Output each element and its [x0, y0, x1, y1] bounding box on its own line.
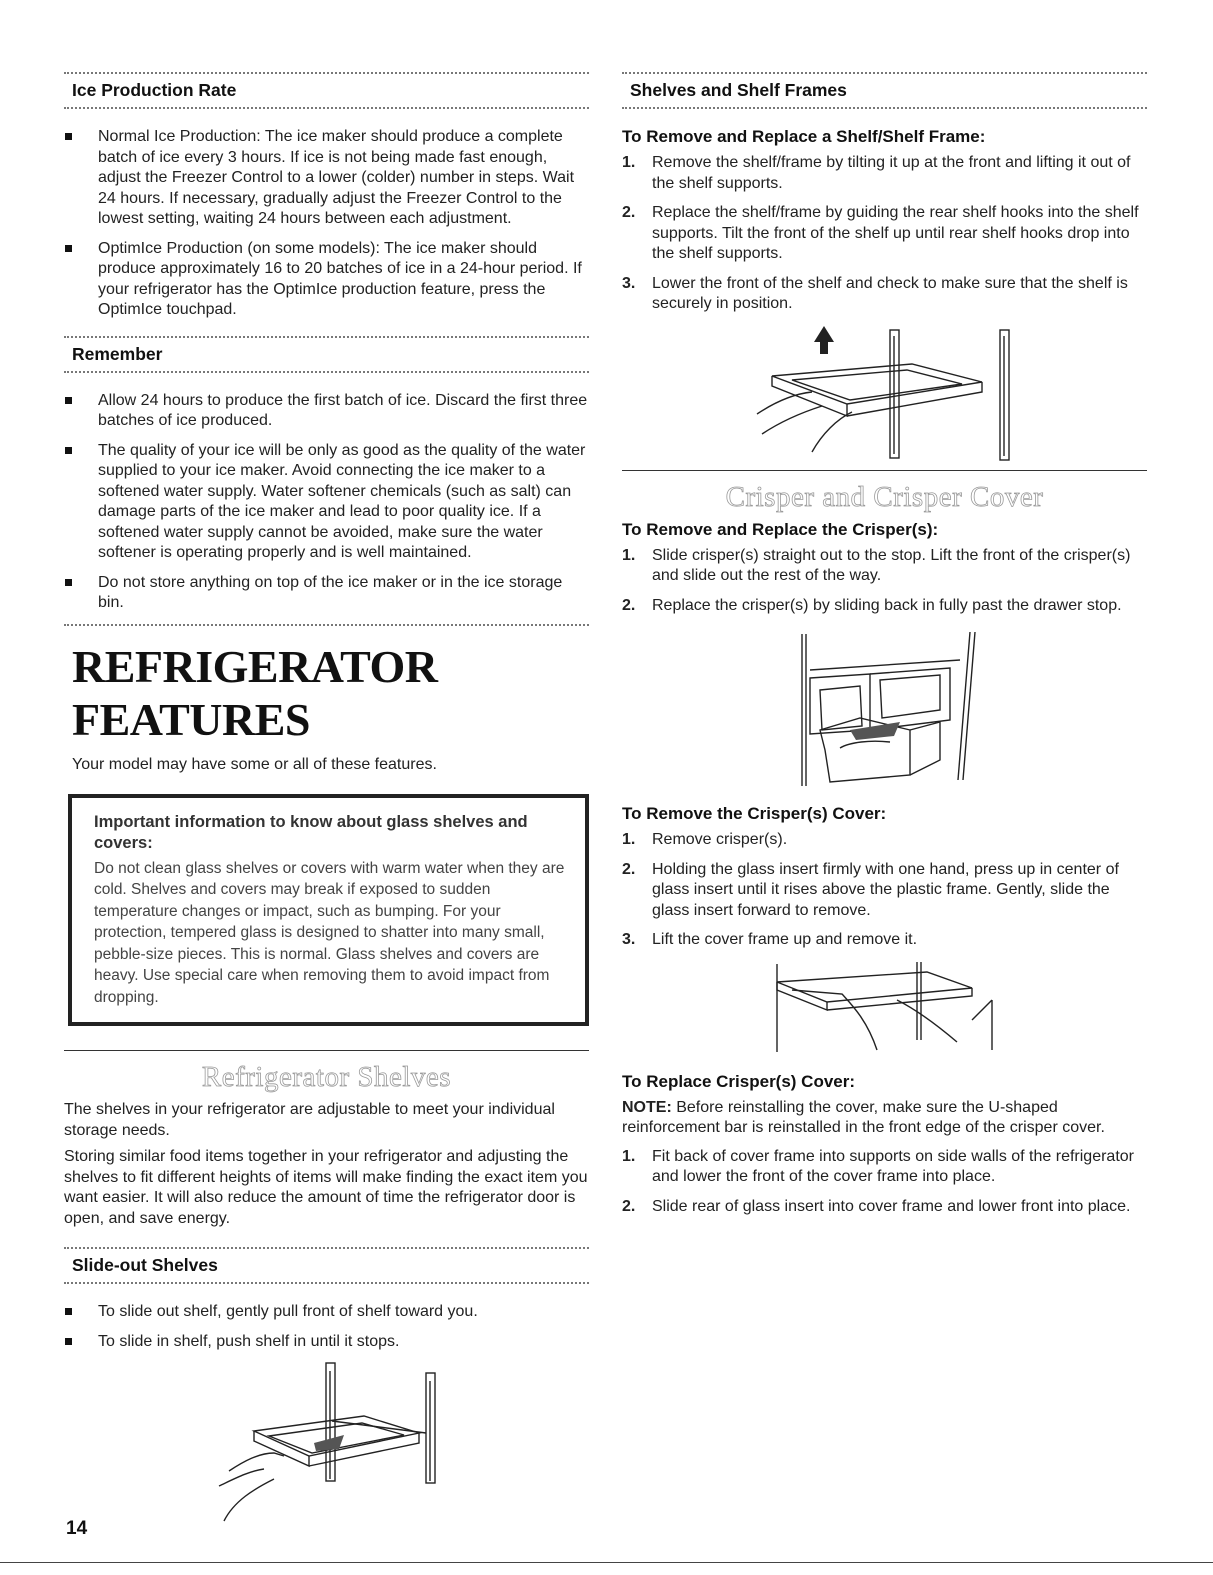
ice-rate-header: [64, 66, 589, 115]
list-item: [64, 239, 589, 321]
step-text: Holding the glass insert firmly with one hand, press up in center of glass insert until it rises above the plastic frame. Gently, slide the glass insert forward to remove.: [652, 860, 1119, 919]
step-text: Replace the crisper(s) by sliding back in fully past the drawer stop.: [652, 596, 1122, 614]
bullet-square-icon: [65, 1308, 72, 1315]
slide-out-list: [64, 1302, 589, 1352]
list-item: [622, 546, 1147, 587]
section-rule: [622, 470, 1147, 471]
step-text: Slide rear of glass insert into cover frame and lower front into place.: [652, 1197, 1131, 1215]
crisper-cover-drawing: [767, 960, 1007, 1060]
features-lead: Your model may have some or all of these features.: [72, 755, 437, 773]
list-item: [64, 441, 589, 564]
frames-steps: [622, 153, 1147, 315]
step-number: 2.: [622, 596, 636, 614]
list-item-text: To slide out shelf, gently pull front of shelf toward you.: [98, 1303, 478, 1320]
slide-out-shelf-drawing: [214, 1361, 444, 1526]
page-title: REFRIGERATOR FEATURES: [72, 640, 438, 745]
frames-heading: Shelves and Shelf Frames: [630, 80, 847, 100]
crisper-title: Crisper and Crisper Cover: [725, 480, 1044, 513]
list-item: [64, 1302, 589, 1323]
step-number: 1.: [622, 1147, 636, 1165]
step-number: 2.: [622, 204, 636, 221]
crisper-illustration: [790, 630, 1147, 790]
crisper-remove-subtitle: To Remove and Replace the Crisper(s):: [622, 519, 939, 539]
remember-heading: Remember: [72, 343, 163, 364]
list-item-text: OptimIce Production (on some models): The ice maker should produce approximately 16 to 20 batches of ice in a 24-hour period. If your refrigerator has the OptimIce production feature, press the OptimIce touchpad.: [98, 239, 582, 318]
list-item-text: Normal Ice Production: The ice maker should produce a complete batch of ice every 3 hours. If ice is not being made fast enough, adjust the Freezer Control to a lower (colder) number in steps. Wait 24 hours. If necessary, gradually adjust the Freezer Control to the lowest setting, waiting 24 hours between each adjustment.: [98, 128, 575, 227]
dotted-rule: [622, 72, 1147, 74]
list-item: [622, 830, 1147, 851]
list-item-text: Allow 24 hours to produce the first batch of ice. Discard the first three batches of ice produced.: [98, 391, 588, 429]
dotted-rule: [64, 624, 589, 626]
list-item: [64, 127, 589, 230]
list-item: [64, 573, 589, 614]
page-number: 14: [66, 1518, 88, 1539]
cover-remove-subtitle: To Remove the Crisper(s) Cover:: [622, 804, 887, 823]
step-text: Remove the shelf/frame by tilting it up at the front and lifting it out of the shelf supports.: [652, 154, 1131, 192]
shelf-frame-illustration: [752, 324, 1147, 462]
list-item: [64, 391, 589, 432]
slide-out-shelf-illustration: [214, 1361, 589, 1526]
list-item: [64, 1332, 589, 1353]
step-number: 3.: [622, 931, 636, 948]
dotted-rule: [622, 107, 1147, 109]
left-column: [64, 66, 589, 1526]
warning-title: Important information to know about glass shelves and covers:: [94, 812, 528, 852]
cover-replace-steps: [622, 1147, 1147, 1218]
slide-out-header: [64, 1241, 589, 1290]
dotted-rule: [64, 1247, 589, 1249]
list-item: [622, 1147, 1147, 1188]
glass-warning-box: [68, 794, 589, 1027]
frames-subtitle: To Remove and Replace a Shelf/Shelf Frame:: [622, 127, 986, 146]
list-item: [622, 1197, 1147, 1218]
list-item-text: The quality of your ice will be only as good as the quality of the water supplied to your ice maker. Avoid connecting the ice maker to a softened water supply. Water softener chemicals (such as salt) can damage parts of the ice maker and lead to poor quality ice. If a softened water supply cannot be avoided, make sure the water softener is operating properly and is well maintained.: [98, 441, 586, 561]
step-number: 1.: [622, 546, 636, 564]
step-number: 1.: [622, 154, 636, 171]
shelves-title: Refrigerator Shelves: [201, 1061, 452, 1093]
ice-rate-heading: Ice Production Rate: [72, 80, 237, 100]
warning-body: Do not clean glass shelves or covers with warm water when they are cold. Shelves and covers may break if exposed to sudden temperature changes or impact, such as bumping. For your protection, tempered glass is designed to shatter into many small, pebble-size pieces. This is normal. Glass shelves and covers are heavy. Use special care when removing them to avoid impact from dropping.: [94, 859, 565, 1006]
bullet-square-icon: [65, 397, 72, 404]
remember-header: [64, 330, 589, 379]
remember-list: [64, 391, 589, 614]
step-number: 1.: [622, 831, 636, 848]
note-paragraph: [622, 1098, 1147, 1139]
dotted-rule: [64, 72, 589, 74]
step-text: Slide crisper(s) straight out to the stop. Lift the front of the crisper(s) and slide out the rest of the way.: [652, 546, 1131, 584]
step-number: 2.: [622, 860, 636, 878]
bullet-square-icon: [65, 245, 72, 252]
slide-out-heading: Slide-out Shelves: [72, 1255, 218, 1275]
step-number: 3.: [622, 274, 636, 292]
bottom-rule: [0, 1562, 1213, 1563]
list-item: [622, 930, 1147, 951]
note-text: Before reinstalling the cover, make sure the U-shaped reinforcement bar is reinstalled in the front edge of the crisper cover.: [622, 1098, 1105, 1136]
list-item: [622, 274, 1147, 315]
bullet-square-icon: [65, 579, 72, 586]
bullet-square-icon: [65, 1338, 72, 1345]
list-item-text: To slide in shelf, push shelf in until it stops.: [98, 1332, 400, 1350]
list-item: [622, 596, 1147, 617]
step-text: Replace the shelf/frame by guiding the rear shelf hooks into the shelf supports. Tilt the front of the shelf up until rear shelf hooks drop into the shelf supports.: [652, 204, 1139, 262]
list-item: [622, 153, 1147, 194]
list-item: [622, 860, 1147, 922]
step-text: Remove crisper(s).: [652, 831, 788, 848]
bullet-square-icon: [65, 133, 72, 140]
dotted-rule: [64, 1282, 589, 1284]
step-text: Fit back of cover frame into supports on side walls of the refrigerator and lower the front of the cover frame into place.: [652, 1147, 1134, 1185]
list-item: [622, 203, 1147, 265]
right-column: [622, 66, 1147, 1226]
ice-rate-list: [64, 127, 589, 321]
shelves-paragraph: The shelves in your refrigerator are adjustable to meet your individual storage needs.: [64, 1101, 555, 1139]
section-rule: [64, 1050, 589, 1051]
dotted-rule: [64, 336, 589, 338]
shelves-paragraph: Storing similar food items together in your refrigerator and adjusting the shelves to fit different heights of items will make finding the exact item you want easier. It will also reduce the amount of time the refrigerator door is open, and save energy.: [64, 1148, 588, 1227]
cover-replace-subtitle: To Replace Crisper(s) Cover:: [622, 1071, 856, 1091]
note-label: NOTE:: [622, 1098, 672, 1116]
step-text: Lower the front of the shelf and check to make sure that the shelf is securely in position.: [652, 274, 1128, 312]
bullet-square-icon: [65, 447, 72, 454]
crisper-remove-steps: [622, 546, 1147, 617]
dotted-rule: [64, 107, 589, 109]
cover-remove-steps: [622, 830, 1147, 951]
crisper-cover-illustration: [767, 960, 1147, 1060]
step-number: 2.: [622, 1197, 636, 1215]
step-text: Lift the cover frame up and remove it.: [652, 931, 918, 948]
crisper-drawing: [790, 630, 990, 790]
frames-header: [622, 66, 1147, 115]
dotted-rule: [64, 371, 589, 373]
list-item-text: Do not store anything on top of the ice maker or in the ice storage bin.: [98, 573, 563, 611]
shelf-frame-drawing: [752, 324, 1022, 462]
